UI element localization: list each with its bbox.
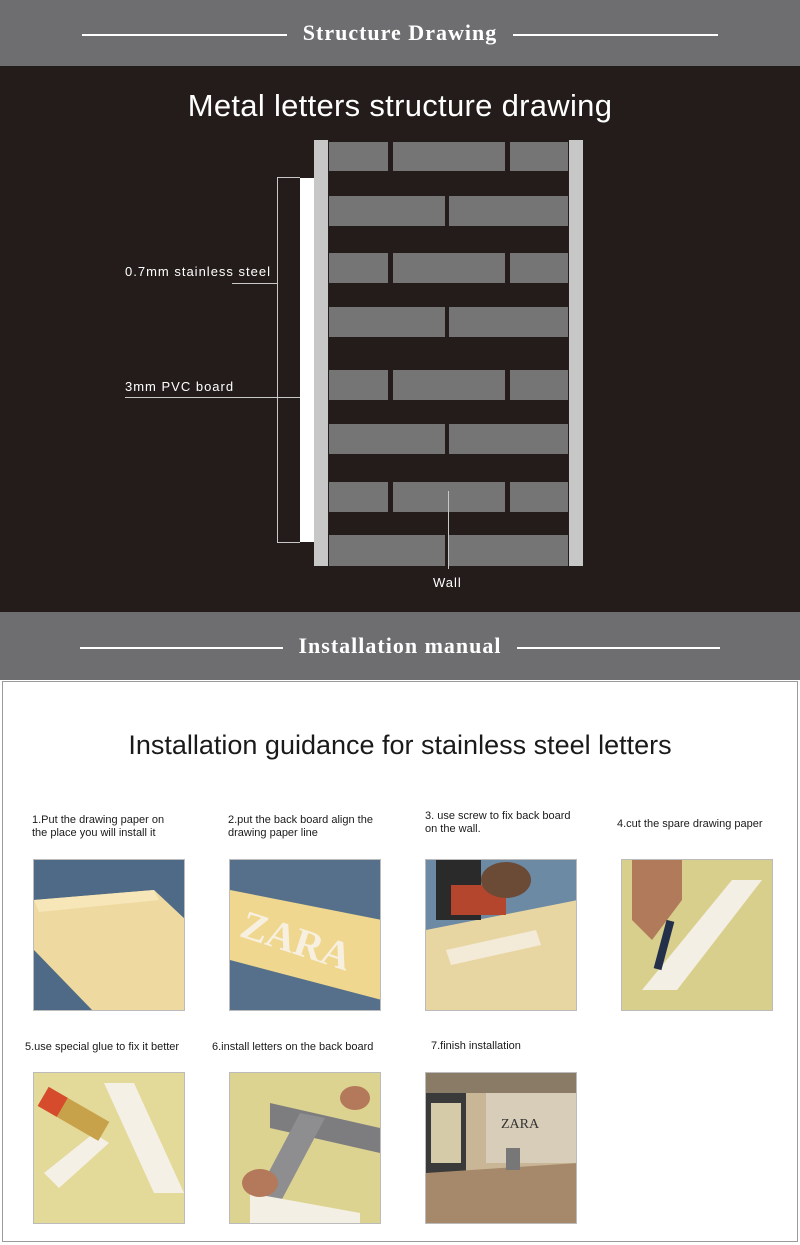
wall-brick	[329, 253, 388, 283]
wall-leader	[448, 491, 449, 569]
step-7-label	[431, 1040, 521, 1053]
step-3-label	[425, 810, 571, 836]
bracket-bottom	[277, 542, 300, 543]
wall-brick	[329, 307, 445, 337]
step-3-line-2: on the wall.	[425, 823, 481, 835]
wall-brick	[393, 482, 505, 512]
installation-manual-header	[0, 612, 800, 680]
pvc-leader	[125, 397, 300, 398]
step-4-photo	[621, 859, 773, 1011]
header-rule-right	[513, 34, 718, 36]
step-4-line-1: 4.cut the spare drawing paper	[617, 818, 763, 830]
wall-brick	[329, 482, 388, 512]
stainless-steel-frame-right	[569, 140, 583, 566]
wall-brick	[449, 424, 568, 454]
wall-brick	[329, 424, 445, 454]
wall-brick	[510, 370, 568, 400]
wall-brick	[449, 196, 568, 226]
wall-brick	[449, 307, 568, 337]
step-4-label	[617, 818, 763, 831]
wall-brick	[393, 370, 505, 400]
stainless-steel-frame-left	[314, 140, 328, 566]
bracket-top	[277, 177, 300, 178]
pvc-board	[300, 178, 314, 542]
svg-text:ZARA: ZARA	[235, 901, 358, 980]
wall-label: Wall	[433, 575, 462, 590]
step-3-line-1: 3. use screw to fix back board	[425, 810, 571, 822]
step-6-line-1: 6.install letters on the back board	[212, 1041, 374, 1053]
step-1-label	[32, 814, 164, 840]
installation-manual-title: Installation manual	[298, 633, 502, 658]
zara-sign-text: ZARA	[501, 1117, 540, 1132]
header-rule-right	[517, 647, 720, 649]
wall-brick	[449, 535, 568, 566]
structure-diagram	[0, 66, 800, 612]
structure-drawing-header	[0, 0, 800, 66]
structure-drawing-title: Structure Drawing	[302, 20, 498, 45]
step-2-line-2: drawing paper line	[228, 827, 318, 839]
step-5-photo	[33, 1072, 185, 1224]
step-5-line-1: 5.use special glue to fix it better	[25, 1041, 180, 1053]
step-5-label	[25, 1041, 179, 1054]
step-1-line-1: 1.Put the drawing paper on	[32, 814, 165, 826]
pvc-label: 3mm PVC board	[125, 379, 235, 394]
step-7-line-1: 7.finish installation	[431, 1040, 521, 1052]
steel-leader	[232, 283, 277, 284]
wall-brick	[329, 535, 445, 566]
wall-brick	[329, 142, 388, 171]
steel-label: 0.7mm stainless steel	[125, 264, 271, 279]
step-2-line-1: 2.put the back board align the	[228, 814, 373, 826]
step-2-label	[228, 814, 373, 840]
wall-brick	[393, 253, 505, 283]
wall-brick	[510, 142, 568, 171]
bracket-side	[277, 177, 278, 543]
wall-brick	[329, 370, 388, 400]
guide-title: Installation guidance for stainless steel letters	[128, 730, 672, 760]
wall-brick	[329, 196, 445, 226]
wall-brick	[510, 482, 568, 512]
step-6-photo	[229, 1072, 381, 1224]
step-1-photo	[33, 859, 185, 1011]
step-3-photo	[425, 859, 577, 1011]
step-2-photo	[229, 859, 381, 1011]
wall-brick	[393, 142, 505, 171]
wall-brick	[510, 253, 568, 283]
step-1-line-2: the place you will install it	[32, 827, 156, 839]
step-7-photo	[425, 1072, 577, 1224]
step-6-label	[212, 1041, 373, 1054]
installation-guide	[0, 680, 800, 1245]
diagram-title: Metal letters structure drawing	[187, 88, 613, 123]
